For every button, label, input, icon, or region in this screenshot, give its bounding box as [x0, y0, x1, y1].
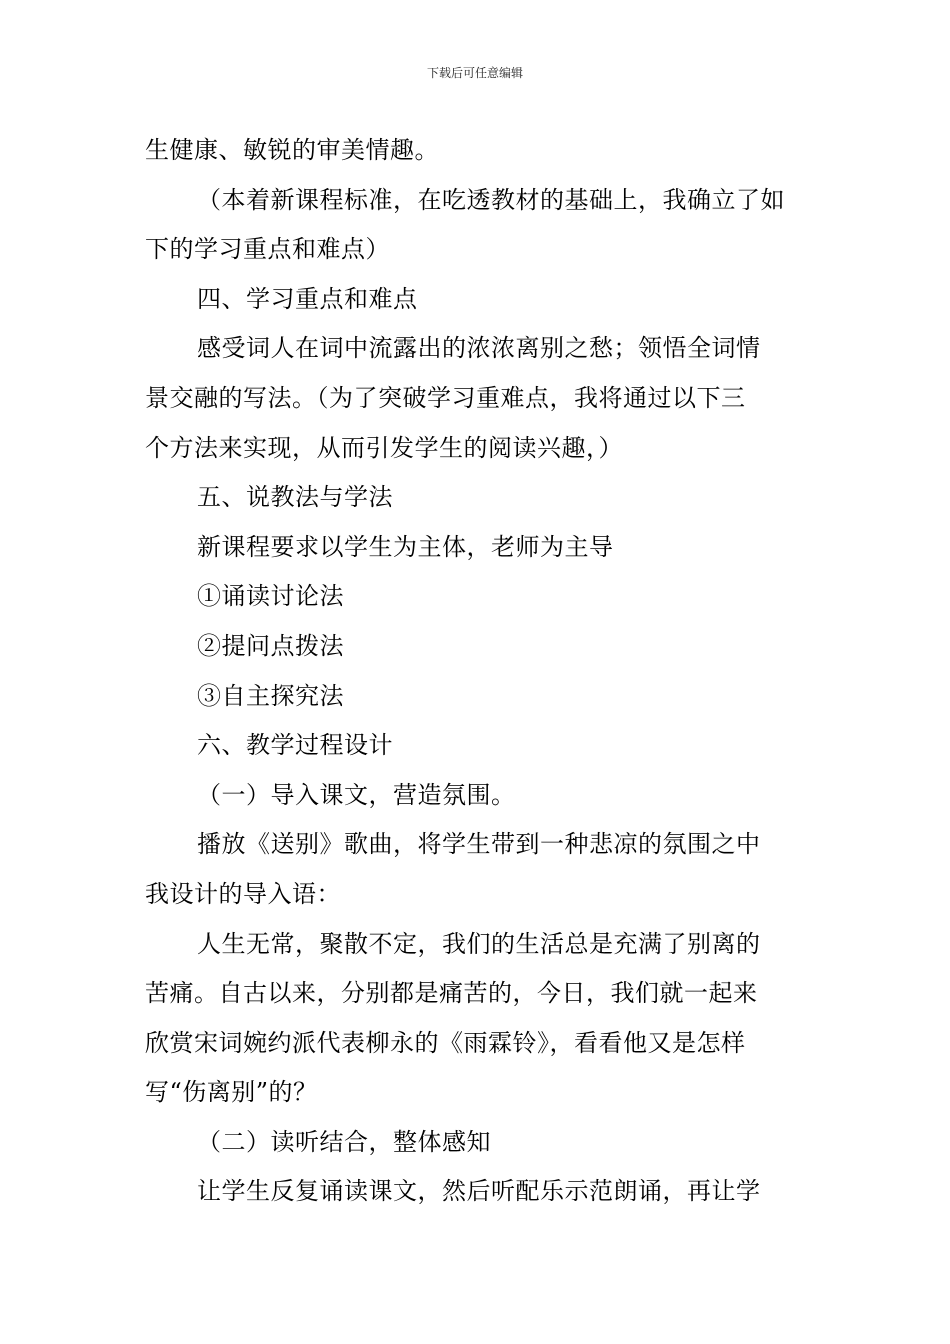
text-line: ②提问点拨法 [197, 631, 344, 660]
text-line: 新课程要求以学生为主体，老师为主导 [197, 532, 614, 561]
text-line: 感受词人在词中流露出的浓浓离别之愁；领悟全词情 [197, 334, 761, 363]
text-line: 人生无常，聚散不定，我们的生活总是充满了别离的 [197, 929, 761, 958]
text-line: 欣赏宋词婉约派代表柳永的《雨霖铃》，看看他又是怎样 [145, 1028, 746, 1057]
text-line: 苦痛。自古以来，分别都是痛苦的，今日，我们就一起来 [145, 979, 758, 1008]
text-line: （一）导入课文，营造氛围。 [197, 780, 516, 809]
text-line: 六、教学过程设计 [197, 731, 393, 760]
text-line: ①诵读讨论法 [197, 582, 344, 611]
text-line: （二）读听结合，整体感知 [197, 1127, 491, 1156]
text-line: （本着新课程标准，在吃透教材的基础上，我确立了如 [197, 185, 785, 214]
text-line: ③自主探究法 [197, 681, 344, 710]
text-line: 个方法来实现，从而引发学生的阅读兴趣，） [145, 433, 623, 462]
text-line: 生健康、敏锐的审美情趣。 [145, 136, 439, 164]
text-line: 让学生反复诵读课文，然后听配乐示范朗诵，再让学 [197, 1177, 761, 1206]
text-line: 四、学习重点和难点 [197, 284, 418, 313]
text-line: 五、说教法与学法 [197, 483, 393, 512]
text-line: 我设计的导入语： [145, 879, 341, 908]
text-line: 写“伤离别”的？ [145, 1078, 318, 1107]
document-body [145, 126, 807, 1217]
text-line: 播放《送别》歌曲，将学生带到一种悲凉的氛围之中 [197, 830, 761, 859]
text-line: 下的学习重点和难点） [145, 235, 390, 264]
page-header: 下载后可任意编辑 [426, 66, 523, 80]
text-line: 景交融的写法。（为了突破学习重难点，我将通过以下三 [145, 383, 746, 412]
